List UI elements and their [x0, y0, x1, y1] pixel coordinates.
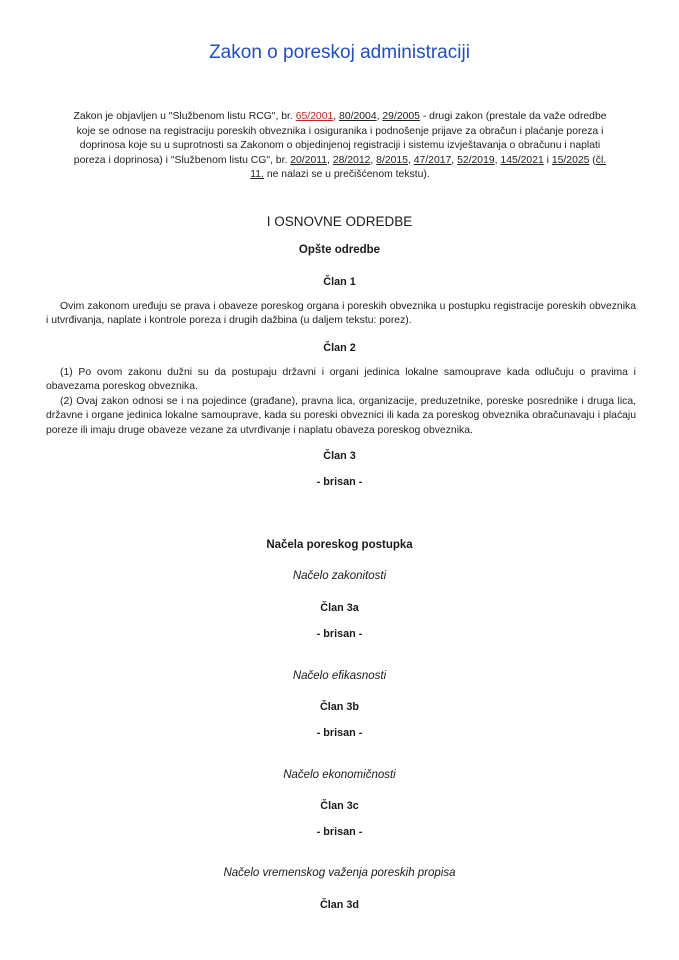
gazette-link-47-2017[interactable]: 47/2017 — [413, 154, 452, 166]
principle-heading-efficiency: Načelo efikasnosti — [292, 670, 387, 682]
article-1-paragraph: Ovim zakonom uređuju se prava i obaveze poreskog organa i poreskih obveznika u postupku registracije poreskih obveznika i utvrđivanja, naplate i kontrole poreza i drugih dažbina (u daljem tekstu: porez). — [46, 301, 636, 327]
article-2-paragraph-2: (2) Ovaj zakon odnosi se i na pojedince (građane), pravna lica, organizacije, preduzetnike, poreske posrednike i druga lica, državne i organe jedinica lokalne samouprave, kada su poreski obveznici ili kada za poreskog obveznika obračunavaju i plaćaju poreze ili imaju druge obaveze vezane za utvrđivanje i naplatu obaveza poreskog obveznika. — [46, 395, 636, 436]
article-heading-2: Član 2 — [323, 342, 356, 354]
article-11-link[interactable]: čl. 11. — [250, 154, 607, 181]
article-1-body — [46, 300, 636, 329]
article-heading-3a: Član 3a — [320, 602, 359, 614]
principle-heading-economy: Načelo ekonomičnosti — [283, 769, 396, 781]
article-heading-3c: Član 3c — [320, 800, 359, 812]
intro-text-1: Zakon je objavljen u "Službenom listu RCG", br. — [73, 111, 296, 122]
intro-sep: ( — [589, 154, 596, 166]
deleted-marker: - brisan - — [316, 727, 363, 739]
article-heading-3: Član 3 — [323, 450, 356, 462]
gazette-link-20-2011[interactable]: 20/2011 — [290, 154, 328, 166]
gazette-link-52-2019[interactable]: 52/2019 — [457, 154, 495, 166]
article-heading-1: Član 1 — [323, 276, 356, 288]
intro-sep: , — [327, 154, 333, 166]
article-2-body — [46, 366, 636, 438]
gazette-link-65-2001[interactable]: 65/2001 — [295, 111, 334, 122]
gazette-link-8-2015[interactable]: 8/2015 — [376, 154, 408, 166]
principle-heading-temporal-validity: Načelo vremenskog važenja poreskih propisa — [223, 867, 456, 879]
gazette-link-29-2005[interactable]: 29/2005 — [382, 111, 420, 122]
intro-sep: i — [543, 154, 552, 166]
intro-text-3: ne nalazi se u prečišćenom tekstu). — [263, 169, 430, 181]
principle-heading-legality: Načelo zakonitosti — [292, 570, 387, 582]
gazette-link-28-2012[interactable]: 28/2012 — [332, 154, 371, 166]
intro-sep: , — [407, 154, 414, 166]
gazette-link-15-2025[interactable]: 15/2025 — [551, 154, 590, 166]
document-title: Zakon o poreskoj administraciji — [209, 42, 470, 63]
intro-sep: , — [370, 154, 377, 166]
article-2-paragraph-1: (1) Po ovom zakonu dužni su da postupaju državni i organi jedinica lokalne samouprave kada odlučuju o pravima i obavezama poreskog obveznika. — [46, 367, 636, 393]
intro-sep: , — [494, 154, 501, 166]
intro-sep: , — [376, 111, 383, 122]
intro-sep: , — [333, 111, 340, 122]
intro-sep: , — [451, 154, 458, 166]
gazette-link-80-2004[interactable]: 80/2004 — [339, 111, 377, 122]
gazette-link-145-2021[interactable]: 145/2021 — [500, 154, 544, 166]
article-heading-3b: Član 3b — [320, 701, 359, 713]
deleted-marker: - brisan - — [316, 628, 363, 640]
deleted-marker: - brisan - — [316, 476, 363, 488]
section-heading-basic-provisions: I OSNOVNE ODREDBE — [266, 214, 413, 229]
subsection-heading-general: Opšte odredbe — [298, 244, 381, 256]
subsection-heading-principles: Načela poreskog postupka — [266, 539, 413, 551]
deleted-marker: - brisan - — [316, 826, 363, 838]
publication-note — [70, 110, 610, 183]
article-heading-3d: Član 3d — [320, 899, 359, 911]
intro-text-2: - drugi zakon (prestale da važe odredbe koje se odnose na registraciju poreskih obveznika i osiguranika i podnošenje prijave za obračun i plaćanje poreza i doprinosa koje su u suprotnosti sa Zakonom o objedinjenoj registraciji i sistemu izvještavanja o obračunu i naplati poreza i doprinosa) i "Službenom listu CG", br. — [73, 111, 607, 166]
